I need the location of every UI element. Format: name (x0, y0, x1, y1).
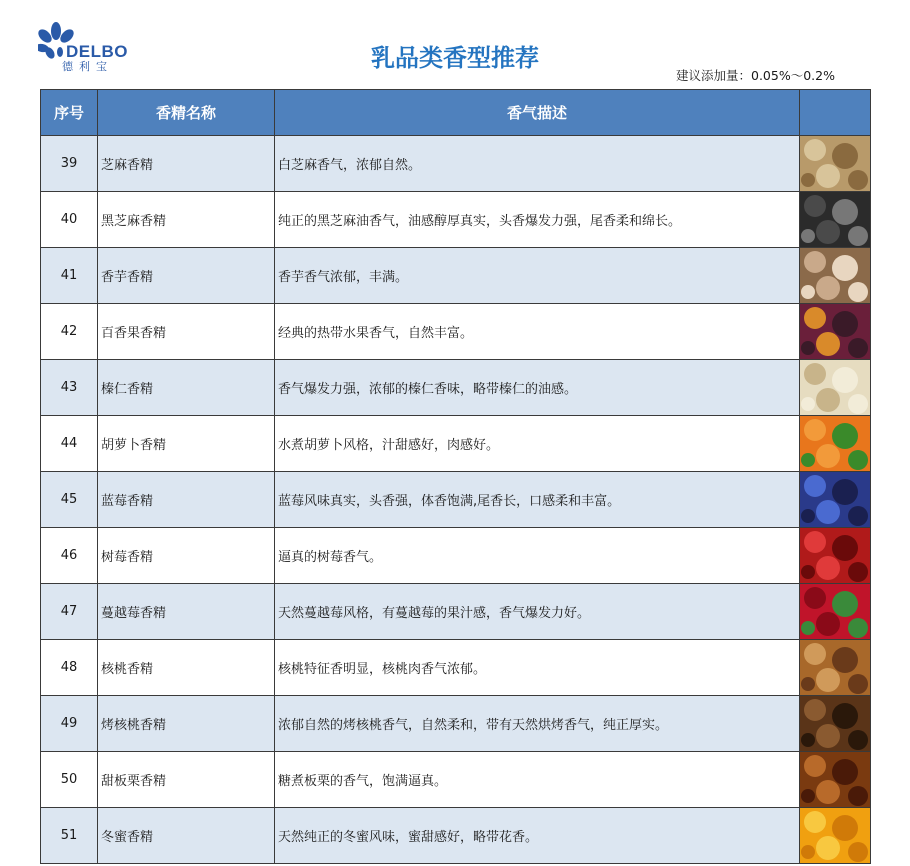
page-title: 乳品类香型推荐 (371, 44, 539, 72)
table-row (41, 696, 871, 752)
row-number: 45 (41, 472, 98, 528)
roasted-walnut-image (800, 696, 870, 751)
flavor-name: 榛仁香精 (98, 360, 275, 416)
flavor-name: 胡萝卜香精 (98, 416, 275, 472)
column-header-no: 序号 (41, 90, 98, 136)
flavor-name: 黑芝麻香精 (98, 192, 275, 248)
row-number: 49 (41, 696, 98, 752)
table-row (41, 248, 871, 304)
table-row (41, 192, 871, 248)
dosage-note: 建议添加量：0.05%～0.2% (676, 68, 835, 83)
row-number: 46 (41, 528, 98, 584)
column-header-name: 香精名称 (98, 90, 275, 136)
row-number: 47 (41, 584, 98, 640)
row-number: 48 (41, 640, 98, 696)
flavor-name: 核桃香精 (98, 640, 275, 696)
cranberry-image (800, 584, 870, 639)
passion-fruit-image (800, 304, 870, 359)
brand-chinese-name: 德利宝 (62, 60, 113, 73)
flavor-description: 糖煮板栗的香气，饱满逼真。 (275, 752, 800, 808)
flavor-name: 芝麻香精 (98, 136, 275, 192)
honey-image (800, 808, 870, 863)
black-sesame-image (800, 192, 870, 247)
table-header-row (41, 90, 871, 136)
taro-image (800, 248, 870, 303)
table-row (41, 472, 871, 528)
table-row (41, 752, 871, 808)
flavor-description: 蓝莓风味真实，头香强，体香饱满,尾香长，口感柔和丰富。 (275, 472, 800, 528)
row-number: 40 (41, 192, 98, 248)
column-header-desc: 香气描述 (275, 90, 800, 136)
walnut-image (800, 640, 870, 695)
flavor-name: 树莓香精 (98, 528, 275, 584)
flavor-description: 香芋香气浓郁，丰满。 (275, 248, 800, 304)
flavor-description: 香气爆发力强，浓郁的榛仁香味，略带榛仁的油感。 (275, 360, 800, 416)
table-row (41, 640, 871, 696)
blueberry-image (800, 472, 870, 527)
flavor-description: 天然纯正的冬蜜风味，蜜甜感好，略带花香。 (275, 808, 800, 864)
table-row (41, 136, 871, 192)
flavor-name: 烤核桃香精 (98, 696, 275, 752)
flavor-name: 冬蜜香精 (98, 808, 275, 864)
flavor-description: 水煮胡萝卜风格，汁甜感好，肉感好。 (275, 416, 800, 472)
row-number: 42 (41, 304, 98, 360)
raspberry-image (800, 528, 870, 583)
flavor-name: 蔓越莓香精 (98, 584, 275, 640)
flavor-name: 甜板栗香精 (98, 752, 275, 808)
flavor-description: 逼真的树莓香气。 (275, 528, 800, 584)
table-row (41, 528, 871, 584)
row-number: 41 (41, 248, 98, 304)
row-number: 39 (41, 136, 98, 192)
carrot-image (800, 416, 870, 471)
row-number: 43 (41, 360, 98, 416)
flavor-name: 蓝莓香精 (98, 472, 275, 528)
column-header-image (800, 90, 871, 136)
table-row (41, 416, 871, 472)
flavor-description: 白芝麻香气，浓郁自然。 (275, 136, 800, 192)
row-number: 50 (41, 752, 98, 808)
table-row (41, 808, 871, 864)
table-row (41, 360, 871, 416)
row-number: 51 (41, 808, 98, 864)
table-row (41, 304, 871, 360)
flavor-table (40, 89, 871, 864)
flavor-description: 经典的热带水果香气，自然丰富。 (275, 304, 800, 360)
brand-name: DELBO (66, 42, 128, 61)
table-row (41, 584, 871, 640)
chestnut-image (800, 752, 870, 807)
row-number: 44 (41, 416, 98, 472)
flavor-description: 浓郁自然的烤核桃香气，自然柔和，带有天然烘烤香气，纯正厚实。 (275, 696, 800, 752)
flavor-description: 天然蔓越莓风格，有蔓越莓的果汁感，香气爆发力好。 (275, 584, 800, 640)
flavor-description: 纯正的黑芝麻油香气，油感醇厚真实，头香爆发力强，尾香柔和绵长。 (275, 192, 800, 248)
flavor-name: 香芋香精 (98, 248, 275, 304)
flavor-description: 核桃特征香明显，核桃肉香气浓郁。 (275, 640, 800, 696)
white-sesame-image (800, 136, 870, 191)
hazelnut-image (800, 360, 870, 415)
flavor-name: 百香果香精 (98, 304, 275, 360)
